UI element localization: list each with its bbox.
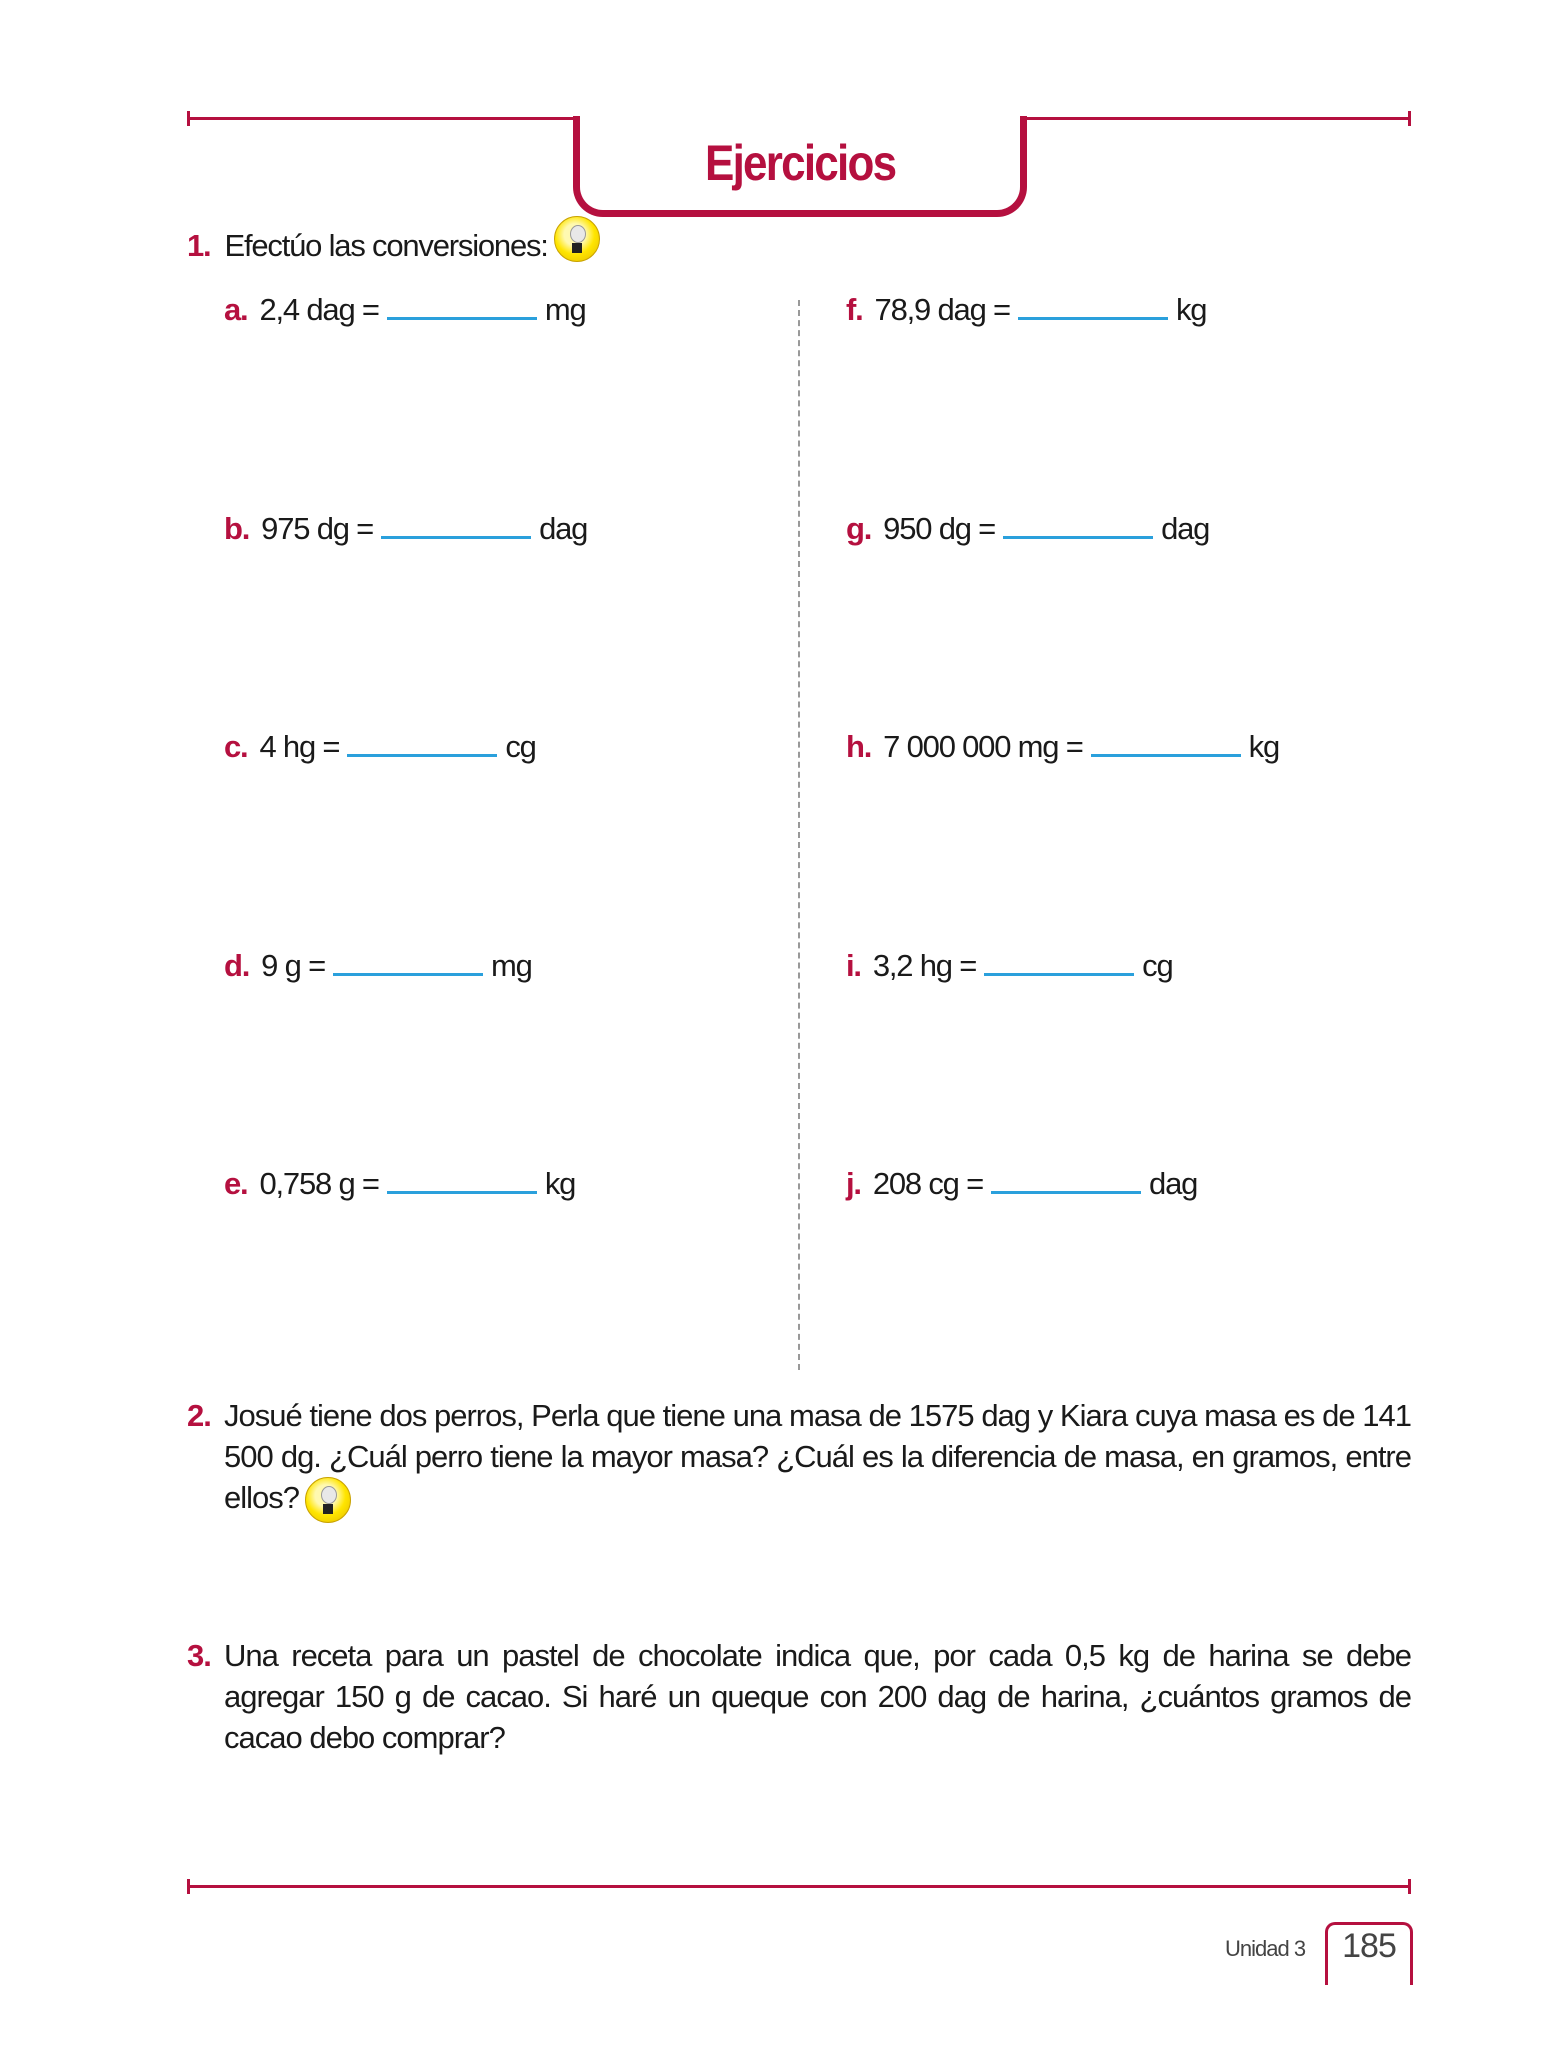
conversion-item <box>846 1166 1197 1202</box>
item-unit: kg <box>1175 292 1207 327</box>
item-letter: b. <box>224 511 250 546</box>
answer-blank[interactable] <box>387 1187 537 1194</box>
answer-blank[interactable] <box>381 532 531 539</box>
item-expression: 7 000 000 mg = <box>883 729 1083 764</box>
title-box <box>573 116 1027 217</box>
page-number-box <box>1325 1922 1413 1985</box>
item-unit: dag <box>539 511 588 546</box>
item-expression: 2,4 dag = <box>259 292 379 327</box>
item-unit: cg <box>505 729 536 764</box>
question-text: Una receta para un pastel de chocolate indica que, por cada 0,5 kg de harina se debe agregar 150 g de cacao. Si haré un queque con 200 dag de harina, ¿cuántos gramos de cacao debo comprar? <box>224 1638 1411 1755</box>
conversion-item <box>846 292 1206 328</box>
question-2 <box>187 1395 1411 1523</box>
item-letter: j. <box>846 1166 861 1201</box>
conversion-item <box>224 511 587 547</box>
conversion-item <box>846 729 1279 765</box>
item-expression: 9 g = <box>261 948 325 983</box>
question-3 <box>187 1635 1411 1758</box>
item-expression: 4 hg = <box>259 729 340 764</box>
item-letter: d. <box>224 948 250 983</box>
answer-blank[interactable] <box>1091 750 1241 757</box>
column-divider <box>798 300 800 1370</box>
item-expression: 3,2 hg = <box>872 948 977 983</box>
conversion-item <box>224 1166 575 1202</box>
conversion-item <box>224 948 532 984</box>
item-unit: mg <box>544 292 586 327</box>
unit-label: Unidad 3 <box>1225 1936 1306 1961</box>
page-number: 185 <box>1342 1927 1396 1965</box>
question-number: 3. <box>187 1638 211 1673</box>
item-expression: 0,758 g = <box>259 1166 379 1201</box>
conversion-item <box>224 729 536 765</box>
item-letter: e. <box>224 1166 248 1201</box>
answer-blank[interactable] <box>347 750 497 757</box>
question-text: Efectúo las conversiones: <box>224 228 548 263</box>
question-text: Josué tiene dos perros, Perla que tiene una masa de 1575 dag y Kiara cuya masa es de 141 500 dg. ¿Cuál perro tiene la mayor masa? ¿Cuál es la diferencia de masa, en gramos, entre ellos? <box>224 1398 1411 1516</box>
item-expression: 975 dg = <box>261 511 374 546</box>
conversion-item <box>846 511 1209 547</box>
item-letter: i. <box>846 948 861 983</box>
item-letter: f. <box>846 292 863 327</box>
question-number: 2. <box>187 1398 211 1433</box>
item-unit: dag <box>1149 1166 1198 1201</box>
answer-blank[interactable] <box>991 1187 1141 1194</box>
lightbulb-icon <box>554 216 600 262</box>
question-number: 1. <box>187 228 211 263</box>
item-expression: 208 cg = <box>872 1166 984 1201</box>
item-letter: h. <box>846 729 872 764</box>
answer-blank[interactable] <box>333 969 483 976</box>
bottom-rule <box>187 1885 1411 1888</box>
item-unit: kg <box>544 1166 576 1201</box>
page-title: Ejercicios <box>704 135 896 191</box>
question-1 <box>187 228 600 264</box>
answer-blank[interactable] <box>1003 532 1153 539</box>
item-expression: 950 dg = <box>883 511 996 546</box>
item-letter: g. <box>846 511 872 546</box>
answer-blank[interactable] <box>984 969 1134 976</box>
item-expression: 78,9 dag = <box>874 292 1010 327</box>
item-letter: a. <box>224 292 248 327</box>
conversion-item <box>224 292 586 328</box>
answer-blank[interactable] <box>387 313 537 320</box>
item-letter: c. <box>224 729 248 764</box>
item-unit: dag <box>1161 511 1210 546</box>
answer-blank[interactable] <box>1018 313 1168 320</box>
item-unit: mg <box>490 948 532 983</box>
item-unit: kg <box>1248 729 1280 764</box>
conversion-item <box>846 948 1172 984</box>
lightbulb-icon <box>305 1477 351 1523</box>
item-unit: cg <box>1142 948 1173 983</box>
